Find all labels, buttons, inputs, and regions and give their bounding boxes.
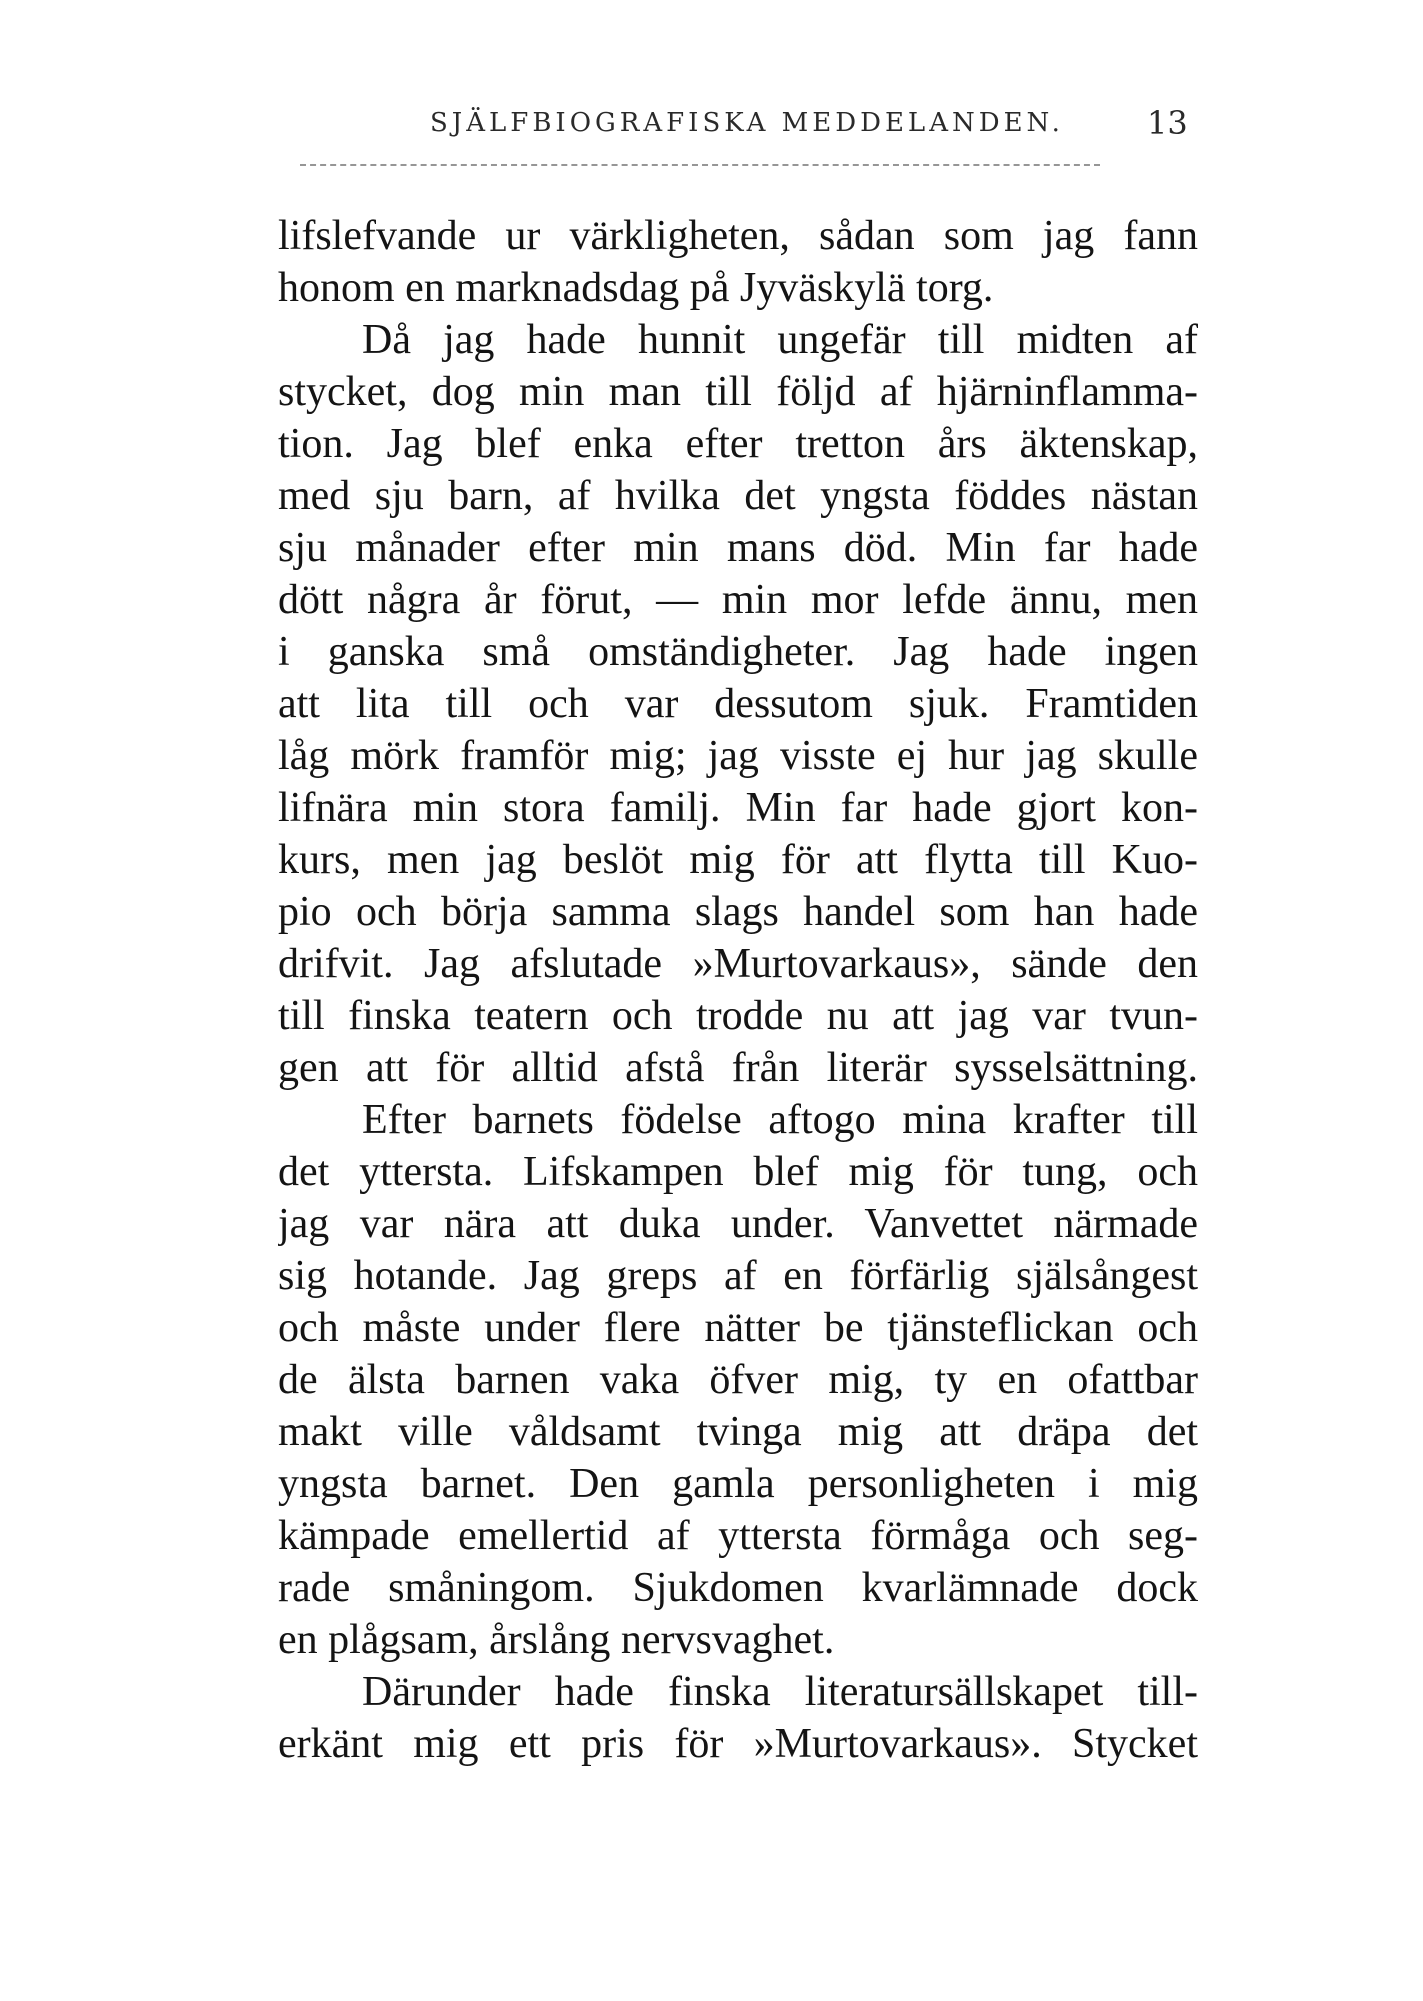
text-line: jag var nära att duka under. Vanvettet närmade [278, 1201, 1198, 1247]
text-line: yngsta barnet. Den gamla personligheten i mig [278, 1461, 1198, 1507]
page-number: 13 [1147, 104, 1188, 142]
text-line: låg mörk framför mig; jag visste ej hur jag skulle [278, 733, 1198, 779]
text-line: med sju barn, af hvilka det yngsta föddes nästan [278, 473, 1198, 519]
text-line: till finska teatern och trodde nu att jag var tvun- [278, 993, 1198, 1039]
text-line: gen att för alltid afstå från literär sysselsättning. [278, 1045, 1198, 1091]
text-line: lifnära min stora familj. Min far hade gjort kon- [278, 785, 1198, 831]
text-line: honom en marknadsdag på Jyväskylä torg. [278, 265, 994, 311]
text-line: pio och börja samma slags handel som han hade [278, 889, 1198, 935]
text-line: erkänt mig ett pris för »Murtovarkaus». Stycket [278, 1721, 1198, 1767]
text-line: Efter barnets födelse aftogo mina krafter till [362, 1097, 1198, 1143]
text-line: dött några år förut, — min mor lefde ännu, men [278, 577, 1198, 623]
text-line: sju månader efter min mans död. Min far hade [278, 525, 1198, 571]
text-line: och måste under flere nätter be tjänsteflickan och [278, 1305, 1198, 1351]
text-line: drifvit. Jag afslutade »Murtovarkaus», sände den [278, 941, 1198, 987]
running-title: SJÄLFBIOGRAFISKA MEDDELANDEN. [430, 108, 1064, 138]
text-line: lifslefvande ur värkligheten, sådan som jag fann [278, 213, 1198, 259]
text-line: Därunder hade finska literatursällskapet till- [362, 1669, 1198, 1715]
text-line: rade småningom. Sjukdomen kvarlämnade dock [278, 1565, 1198, 1611]
text-line: i ganska små omständigheter. Jag hade ingen [278, 629, 1198, 675]
header-rule [300, 164, 1100, 166]
text-line: de älsta barnen vaka öfver mig, ty en ofattbar [278, 1357, 1198, 1403]
text-line: det yttersta. Lifskampen blef mig för tung, och [278, 1149, 1198, 1195]
text-line: tion. Jag blef enka efter tretton års äktenskap, [278, 421, 1198, 467]
text-line: kämpade emellertid af yttersta förmåga och seg- [278, 1513, 1198, 1559]
text-line: stycket, dog min man till följd af hjärninflamma- [278, 369, 1198, 415]
text-line: Då jag hade hunnit ungefär till midten af [362, 317, 1198, 363]
text-line: makt ville våldsamt tvinga mig att dräpa det [278, 1409, 1198, 1455]
body-text [278, 210, 1198, 1770]
text-line: sig hotande. Jag greps af en förfärlig själsångest [278, 1253, 1198, 1299]
text-line: att lita till och var dessutom sjuk. Framtiden [278, 681, 1198, 727]
text-line: en plågsam, årslång nervsvaghet. [278, 1617, 835, 1663]
text-line: kurs, men jag beslöt mig för att flytta till Kuo- [278, 837, 1198, 883]
